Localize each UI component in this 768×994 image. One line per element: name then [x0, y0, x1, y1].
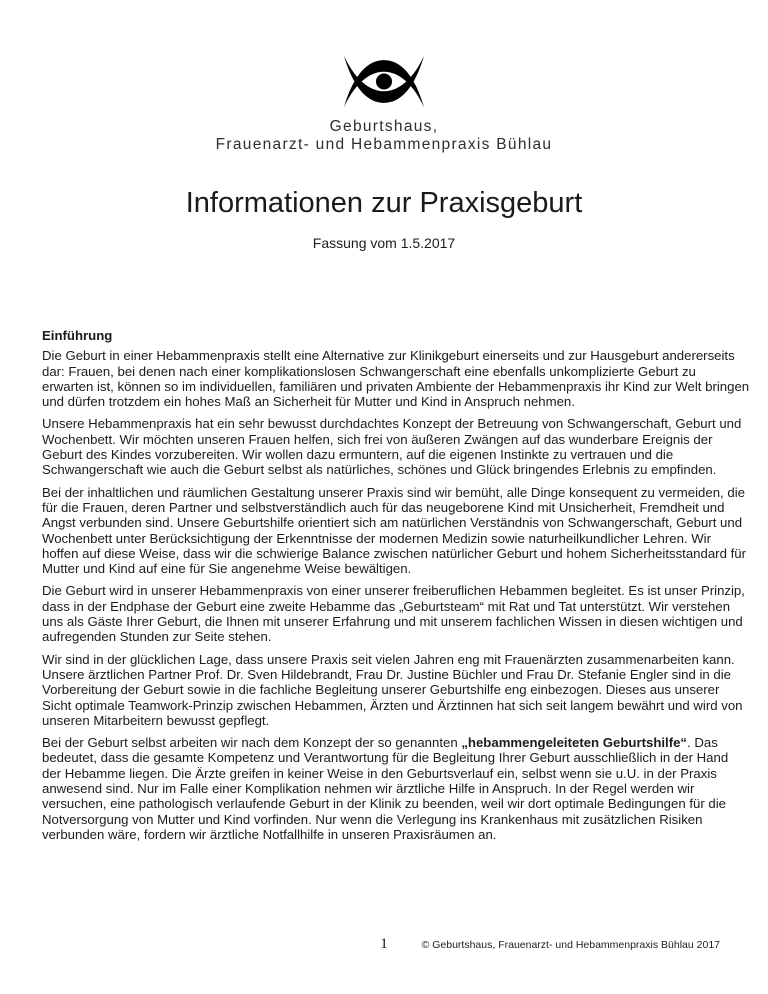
- paragraph-5: Wir sind in der glücklichen Lage, dass unsere Praxis seit vielen Jahren eng mit Frauenärzten zusammenarbeiten kann. Unsere ärztlichen Partner Prof. Dr. Sven Hildebrandt, Frau Dr. Justine Büchler und Frau Dr. Stefanie Engler sind in die Vorbereitung der Geburt sowie in die fachliche Begleitung unserer Geburtshilfe eng einbezogen. Dieses aus unserer Sicht optimale Teamwork-Prinzip zwischen Hebammen, Ärzten und Ärztinnen hat sich seit langem bewährt und wird von unseren Mitarbeitern bewusst gepflegt.: [42, 651, 743, 728]
- page-footer: [0, 936, 768, 954]
- version-date: Fassung vom 1.5.2017: [312, 235, 456, 251]
- paragraph-2: Unsere Hebammenpraxis hat ein sehr bewusst durchdachtes Konzept der Betreuung von Schwangerschaft, Geburt und Wochenbett. Wir möchten unseren Frauen helfen, sich frei von äußeren Zwängen auf das wunderbare Ereignis der Geburt des Kindes vorzubereiten. Wir wollen dazu ermuntern, auf die eigenen Instinkte zu vertrauen und die Schwangerschaft wie auch die Geburt selbst als natürliches, schönes und Glück bringendes Erlebnis zu empfinden.: [42, 416, 742, 478]
- page-number: 1: [380, 936, 388, 952]
- paragraph-3: Bei der inhaltlichen und räumlichen Gestaltung unserer Praxis sind wir bemüht, alle Dinge konsequent zu vermeiden, die für die Frauen, deren Partner und selbstverständlich auch für das neugeborene Kind mit Unsicherheit, Fremdheit und Angst verbunden sind. Unsere Geburtshilfe orientiert sich am natürlichen Verständnis von Schwangerschaft, Geburt und Wochenbett unter Berücksichtigung der Erkenntnisse der modernen Medizin sowie naturheilkundlicher Lehren. Wir hoffen auf diese Weise, dass wir die schwierige Balance zwischen natürlicher Geburt und hohem Sicherheitsstandard für Mutter und Kind auf eine für Sie angenehme Weise bewältigen.: [42, 484, 746, 577]
- paragraph-1: Die Geburt in einer Hebammenpraxis stellt eine Alternative zur Klinikgeburt einerseits und zur Hausgeburt andererseits dar: Frauen, bei denen nach einer komplikationslosen Schwangerschaft eine ebenfalls unkomplizierte Geburt zu erwarten ist, können so im individuellen, familiären und privaten Ambiente der Hebammenpraxis ihr Kind zur Welt bringen und dürfen trotzdem ein hohes Maß an Sicherheit für Mutter und Kind in Anspruch nehmen.: [42, 348, 750, 410]
- paragraph-4: Die Geburt wird in unserer Hebammenpraxis von einer unserer freiberuflichen Hebammen begleitet. Es ist unser Prinzip, dass in der Endphase der Geburt eine zweite Hebamme das „Geburtsteam“ mit Rat und Tat unterstützt. Wir verstehen uns als Gäste Ihrer Geburt, die Ihnen mit unserer Erfahrung und mit unserem fachlichen Wissen in diesen wichtigen und aufregenden Stunden zur Seite stehen.: [42, 583, 745, 645]
- paragraph-6-text-pre: Bei der Geburt selbst arbeiten wir nach dem Konzept der so genannten: [42, 735, 462, 751]
- paragraph-6-text-post: . Das bedeutet, dass die gesamte Kompetenz und Verantwortung für die Begleitung Ihrer Geburt ausschließlich in der Hand der Hebamme liegen. Die Ärzte greifen in keiner Weise in den Geburtsverlauf ein, selbst wenn sie u.U. in der Praxis anwesend sind. Nur im Falle einer Komplikation nehmen wir ärztliche Hilfe in Anspruch. In der Regel werden wir versuchen, eine pathologisch verlaufende Geburt in der Klinik zu beenden, weil wir dort optimale Bedingungen für die Notversorgung von Mutter und Kind vorfinden. Nur wenn die Verlegung ins Krankenhaus mit zusätzlichen Risiken verbunden wäre, fordern wir ärztliche Notfallhilfe in unseren Praxisräumen an.: [42, 735, 729, 842]
- eye-logo-icon: [335, 50, 433, 113]
- bold-term: „hebammengeleiteten Geburtshilfe“: [461, 735, 688, 751]
- document-title: Informationen zur Praxisgeburt: [185, 187, 583, 219]
- org-name: [0, 118, 768, 154]
- practice-logo: [0, 50, 768, 118]
- document-body: [42, 328, 750, 842]
- section-heading: Einführung: [42, 328, 113, 343]
- org-name-line1: Geburtshaus,: [329, 118, 439, 135]
- org-name-line2: Frauenarzt- und Hebammenpraxis Bühlau: [215, 136, 553, 153]
- copyright-notice: © Geburtshaus, Frauenarzt- und Hebammenpraxis Bühlau 2017: [421, 939, 720, 951]
- paragraph-6: [42, 735, 750, 842]
